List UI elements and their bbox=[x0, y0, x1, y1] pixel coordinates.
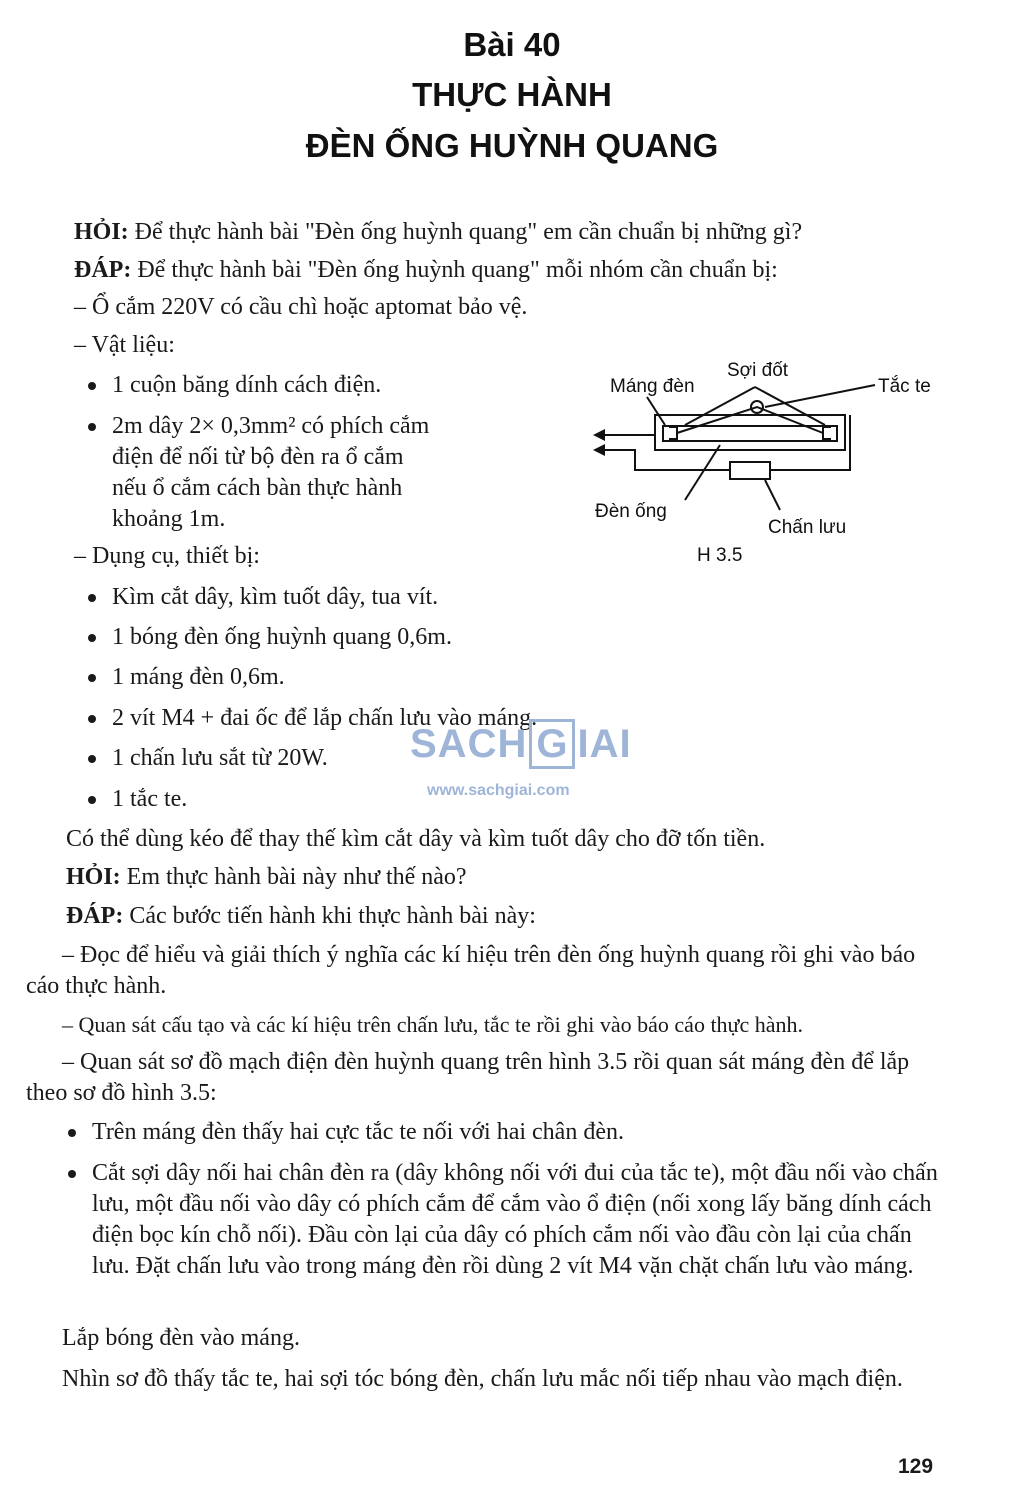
answer-label: ĐÁP: bbox=[74, 257, 132, 283]
material-item: 1 cuộn băng dính cách điện. bbox=[112, 372, 382, 398]
lesson-title-line1: THỰC HÀNH bbox=[412, 76, 612, 113]
tool-item: 2 vít M4 + đai ốc để lắp chấn lưu vào máng. bbox=[112, 705, 538, 731]
answer-1 bbox=[74, 255, 778, 285]
filament-right-shape bbox=[823, 427, 831, 439]
lesson-number: Bài 40 bbox=[463, 26, 561, 63]
question-text: Để thực hành bài "Đèn ống huỳnh quang" em cần chuẩn bị những gì? bbox=[134, 219, 803, 245]
tool-item: 1 bóng đèn ống huỳnh quang 0,6m. bbox=[112, 624, 452, 650]
question-1 bbox=[74, 217, 802, 247]
question-text: Em thực hành bài này như thế nào? bbox=[126, 864, 467, 890]
material-item-cont: điện để nối từ bộ đèn ra ổ cắm bbox=[112, 444, 404, 470]
label-den-ong: Đèn ống bbox=[595, 501, 667, 522]
pointer-tac-te bbox=[765, 385, 875, 407]
tool-item: Kìm cắt dây, kìm tuốt dây, tua vít. bbox=[112, 584, 439, 610]
figure-caption: H 3.5 bbox=[697, 545, 743, 566]
ballast-wire bbox=[770, 415, 850, 470]
answer-text: Để thực hành bài "Đèn ống huỳnh quang" mỗi nhóm cần chuẩn bị: bbox=[137, 257, 778, 283]
material-item: 2m dây 2× 0,3mm² có phích cắm bbox=[112, 413, 430, 439]
conclusion-text: Nhìn sơ đồ thấy tắc te, hai sợi tóc bóng đèn, chấn lưu mắc nối tiếp nhau vào mạch điện. bbox=[62, 1366, 903, 1392]
step-item: – Đọc để hiểu và giải thích ý nghĩa các kí hiệu trên đèn ống huỳnh quang rồi ghi vào báo cáo thực hành. bbox=[26, 942, 916, 999]
label-mang-den: Máng đèn bbox=[610, 376, 695, 397]
watermark-text-mid: G bbox=[529, 719, 575, 769]
pointer-chan-luu bbox=[765, 480, 780, 510]
answer-2 bbox=[66, 901, 536, 931]
step-item: – Quan sát sơ đồ mạch điện đèn huỳnh quang trên hình 3.5 rồi quan sát máng đèn để lắp theo sơ đồ hình 3.5: bbox=[26, 1049, 910, 1106]
socket-item: – Ổ cắm 220V có cầu chì hoặc aptomat bảo vệ. bbox=[74, 294, 528, 320]
tool-item: 1 máng đèn 0,6m. bbox=[112, 664, 285, 690]
material-item-cont: khoảng 1m. bbox=[112, 506, 226, 532]
question-label: HỎI: bbox=[66, 864, 121, 890]
watermark-text-right: IAI bbox=[577, 722, 632, 766]
watermark-text-left: SACH bbox=[410, 722, 528, 766]
watermark-logo bbox=[410, 722, 632, 767]
pointer-den-ong bbox=[685, 445, 720, 500]
page-number: 129 bbox=[898, 1455, 934, 1478]
label-chan-luu: Chấn lưu bbox=[768, 517, 847, 538]
tools-heading: – Dụng cụ, thiết bị: bbox=[74, 543, 260, 569]
lesson-title-line2: ĐÈN ỐNG HUỲNH QUANG bbox=[305, 127, 719, 164]
tool-item: 1 chấn lưu sắt từ 20W. bbox=[112, 745, 328, 771]
filament-left-shape bbox=[669, 427, 677, 439]
substep-item: Cắt sợi dây nối hai chân đèn ra (dây không nối với đui của tắc te), một đầu nối vào chấn lưu, một đầu nối vào dây có phích cắm để cắm vào ổ điện (nối xong lấy băng dính cách điện bọc kín chỗ nối). Đầu còn lại của dây có phích cắm nối vào đầu còn lại của chấn lưu. Đặt chấn lưu vào trong máng đèn rồi dùng 2 vít M4 vặn chặt chấn lưu vào máng. bbox=[92, 1158, 938, 1282]
question-2 bbox=[66, 862, 467, 892]
note-text: Có thể dùng kéo để thay thế kìm cắt dây và kìm tuốt dây cho đỡ tốn tiền. bbox=[66, 826, 766, 852]
substep-item: Trên máng đèn thấy hai cực tắc te nối với hai chân đèn. bbox=[92, 1117, 938, 1148]
materials-heading: – Vật liệu: bbox=[74, 332, 175, 358]
install-text: Lắp bóng đèn vào máng. bbox=[62, 1325, 300, 1351]
plug-arrow-bottom bbox=[593, 444, 605, 456]
material-item-cont: nếu ổ cắm cách bàn thực hành bbox=[112, 475, 403, 501]
answer-text: Các bước tiến hành khi thực hành bài này: bbox=[129, 903, 536, 929]
label-soi-dot: Sợi đốt bbox=[727, 360, 789, 381]
question-label: HỎI: bbox=[74, 219, 129, 245]
tool-item: 1 tắc te. bbox=[112, 786, 188, 812]
watermark-url: www.sachgiai.com bbox=[427, 782, 570, 799]
step-item: – Quan sát cấu tạo và các kí hiệu trên chấn lưu, tắc te rồi ghi vào báo cáo thực hành. bbox=[62, 1012, 804, 1037]
label-tac-te: Tắc te bbox=[878, 376, 931, 397]
circuit-diagram bbox=[585, 355, 955, 570]
answer-label: ĐÁP: bbox=[66, 903, 124, 929]
ballast-shape bbox=[730, 462, 770, 479]
plug-arrow-top bbox=[593, 429, 605, 441]
